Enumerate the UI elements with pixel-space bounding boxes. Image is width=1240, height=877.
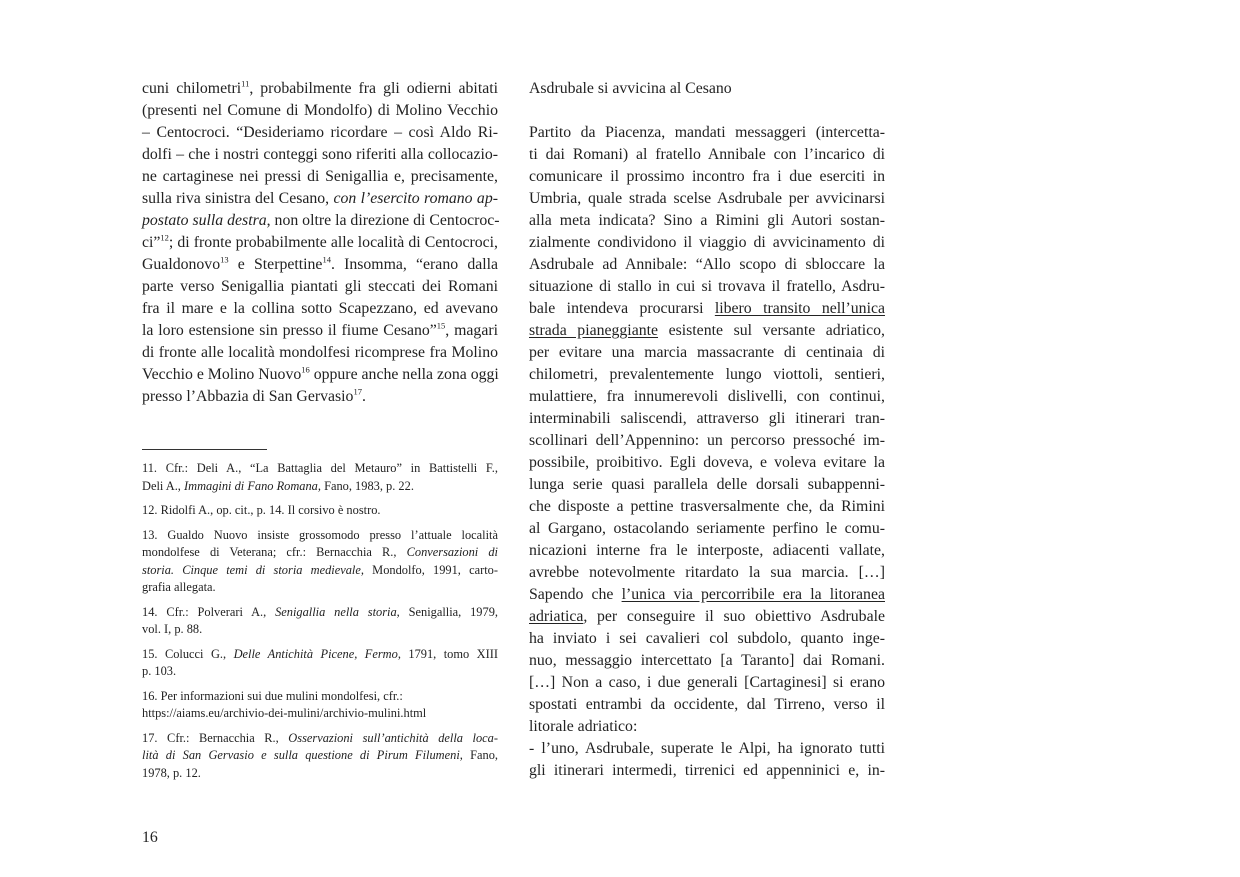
footnote-11: 11. Cfr.: Deli A., “La Battaglia del Metauro” in Battistelli F., Deli A., Immagini di Fano Romana, Fano, 1983, p. 22. — [142, 461, 498, 493]
footnote-16: 16. Per informazioni sui due mulini mondolfesi, cfr.: https://aiams.eu/archivio-dei-mulini/archivio-mulini.html — [142, 688, 498, 723]
body-line: alla meta indicata? Sino a Rimini gli Autori sostan- — [529, 212, 885, 229]
footnote-17: 17. Cfr.: Bernacchia R., Osservazioni sull’antichità della loca- lità di San Gervasio e sulla questione di Pirum Filumeni, Fano, 1978, p. 12. — [142, 730, 499, 780]
body-line: strada pianeggiante esistente sul versante adriatico, — [529, 322, 886, 339]
body-line: parte verso Senigallia piantati gli steccati dei Romani — [142, 278, 498, 295]
body-line: nicazioni interne fra le interposte, adiacenti vallate, — [529, 542, 885, 559]
list-item: - l’uno, Asdrubale, superate le Alpi, ha ignorato tutti — [529, 740, 885, 757]
body-line: litorale adriatico: — [529, 718, 638, 735]
body-line: ci”$^{12}$; di fronte probabilmente alle località di Centocroci, — [142, 232, 498, 251]
footnote-15: 15. Colucci G., Delle Antichità Picene, Fermo, 1791, tomo XIII p. 103. — [142, 646, 498, 678]
underlined-text: adriatica — [529, 608, 584, 625]
body-line: – Centocroci. “Desideriamo ricordare – così Aldo Ri- — [142, 124, 498, 141]
body-line: adriatica, per conseguire il suo obiettivo Asdrubale — [529, 608, 885, 625]
body-line: Partito da Piacenza, mandati messaggeri (intercetta- — [529, 124, 885, 141]
underlined-text: libero transito nell’unica — [714, 300, 885, 317]
footnote-ref[interactable]: 16 — [301, 364, 310, 375]
body-line: presso l’Abbazia di San Gervasio$^{17}$. — [142, 386, 366, 405]
body-line: ti dai Romani) al fratello Annibale con l’incarico di — [529, 146, 885, 163]
italic-text: con l’esercito romano ap- — [333, 190, 498, 207]
body-line: scollinari dell’Appennino: un percorso pressoché im- — [529, 432, 885, 449]
body-line: spostati entrambi da occidente, dal Tirreno, verso il — [529, 696, 885, 713]
body-line: Asdrubale ad Annibale: “Allo scopo di sbloccare la — [529, 256, 885, 273]
footnote-ref[interactable]: 14 — [322, 254, 331, 265]
body-line: Sapendo che l’unica via percorribile era la litoranea — [529, 586, 885, 603]
body-line: chilometri, prevalentemente lungo viottoli, sentieri, — [529, 366, 885, 383]
footnote-ref[interactable]: 13 — [220, 254, 229, 265]
body-line: ne cartaginese nei pressi di Senigallia e, precisamente, — [142, 168, 498, 185]
body-line: interminabili saliscendi, attraverso gli itinerari tran- — [529, 410, 885, 427]
body-line: che disposte a pettine trasversalmente che, da Rimini — [529, 498, 885, 515]
footnotes — [142, 460, 498, 789]
underlined-text: strada pianeggiante — [529, 322, 659, 339]
body-line: fra il mare e la collina sotto Scapezzano, ed avevano — [142, 300, 498, 317]
body-line: la loro estensione sin presso il fiume Cesano”$^{15}$, magari — [142, 320, 498, 339]
body-line: nuo, messaggio intercettato [a Taranto] dai Romani. — [529, 652, 885, 669]
body-line: possibile, proibitivo. Egli doveva, e voleva evitare la — [529, 454, 885, 471]
footnote-ref[interactable]: 15 — [436, 320, 446, 331]
body-line: sulla riva sinistra del Cesano, con l’esercito romano ap- — [142, 190, 498, 207]
underlined-text: l’unica via percorribile era la litoranea — [621, 586, 885, 603]
footnote-13: 13. Gualdo Nuovo insiste grossomodo presso l’attuale località mondolfese di Veterana; cfr.: Bernacchia R., Conversazioni di storia. Cinque temi di storia medievale, Mondolfo, 1991, carto- grafia allegata. — [142, 527, 498, 594]
body-line: situazione di stallo in cui si trovava il fratello, Asdru- — [529, 278, 885, 295]
body-line: bale intendeva procurarsi libero transito nell’unica — [529, 300, 885, 317]
footnote-ref[interactable]: 12 — [160, 232, 169, 243]
footnote-link[interactable]: https://aiams.eu/archivio-dei-mulini/archivio-mulini.html — [142, 706, 427, 720]
body-line: comunicare il prossimo incontro fra i due eserciti in — [529, 168, 885, 185]
body-line: dolfi – che i nostri conteggi sono riferiti alla collocazio- — [142, 146, 498, 163]
section-heading: Asdrubale si avvicina al Cesano — [529, 80, 732, 97]
body-line: Vecchio e Molino Nuovo$^{16}$ oppure anche nella zona oggi — [142, 364, 499, 383]
right-column — [529, 78, 885, 782]
left-column — [142, 78, 498, 408]
body-line: lunga serie quasi parallela delle dorsali subappenni- — [529, 476, 885, 493]
body-line: zialmente condividono il viaggio di avvicinamento di — [529, 234, 885, 251]
footnote-ref[interactable]: 17 — [353, 386, 362, 397]
body-line: Umbria, quale strada scelse Asdrubale per avvicinarsi — [529, 190, 885, 207]
body-line: per evitare una marcia massacrante di centinaia di — [529, 344, 885, 361]
body-line: mulattiere, fra innumerevoli dislivelli, con continui, — [529, 388, 885, 405]
body-line: di fronte alle località mondolfesi ricomprese fra Molino — [142, 344, 498, 361]
footnote-ref[interactable]: 11 — [241, 78, 250, 89]
footnote-14: 14. Cfr.: Polverari A., Senigallia nella storia, Senigallia, 1979, vol. I, p. 88. — [142, 604, 498, 636]
body-line: al Gargano, ostacolando seriamente perfino le comu- — [529, 520, 885, 537]
footnote-divider — [142, 449, 267, 450]
page-number: 16 — [142, 829, 158, 846]
italic-text: postato sulla destra — [142, 212, 267, 229]
body-line: cuni chilometri$^{11}$, probabilmente fra gli odierni abitati — [142, 78, 498, 97]
body-line: postato sulla destra, non oltre la direzione di Centocroc- — [142, 212, 500, 229]
body-line: […] Non a caso, i due generali [Cartaginesi] si erano — [529, 674, 885, 691]
body-line: gli itinerari intermedi, tirrenici ed appenninici e, in- — [529, 762, 885, 779]
body-line: Gualdonovo$^{13}$ e Sterpettine$^{14}$. Insomma, “erano dalla — [142, 254, 499, 273]
body-line: avrebbe notevolmente ritardato la sua marcia. […] — [529, 564, 885, 581]
footnote-12: 12. Ridolfi A., op. cit., p. 14. Il corsivo è nostro. — [142, 503, 381, 517]
body-line: ha inviato i sei cavalieri col subdolo, quanto inge- — [529, 630, 885, 647]
body-line: (presenti nel Comune di Mondolfo) di Molino Vecchio — [142, 102, 498, 119]
